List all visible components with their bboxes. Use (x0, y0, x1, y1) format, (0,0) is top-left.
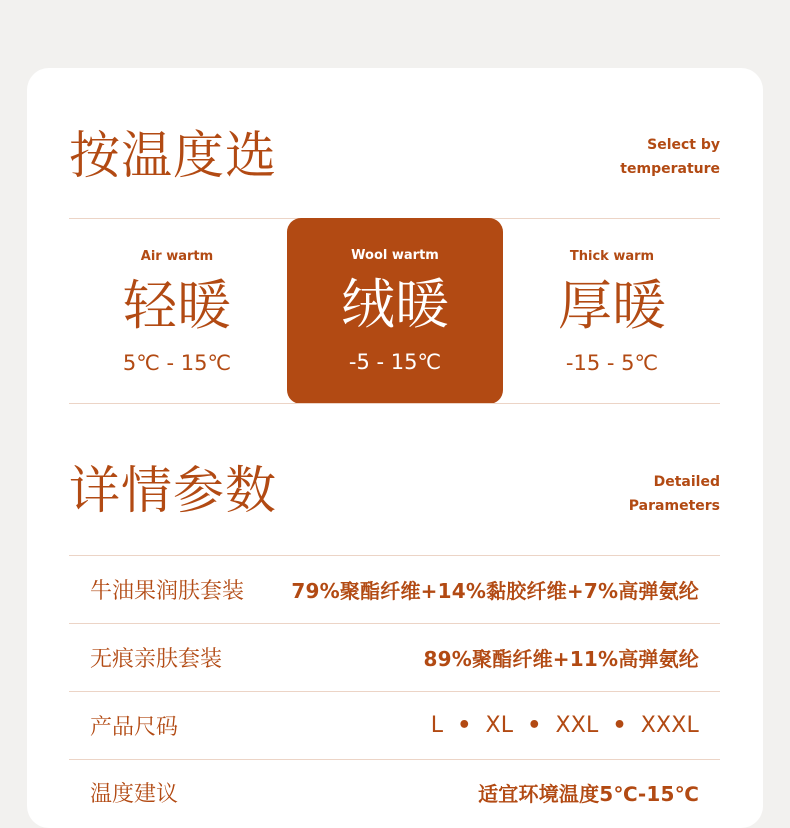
temperature-section-subtitle (620, 133, 720, 181)
params-subtitle-line2: Parameters (628, 498, 720, 514)
divider (69, 403, 720, 404)
param-label: 无痕亲肤套装 (90, 647, 223, 672)
temp-option-air-warm[interactable] (69, 219, 285, 403)
param-value: 适宜环境温度5℃-15℃ (478, 782, 699, 806)
size-separator: • (612, 713, 627, 738)
param-label: 牛油果润肤套装 (90, 579, 245, 604)
param-label: 温度建议 (90, 782, 179, 807)
param-value: 79%聚酯纤维+14%黏胶纤维+7%高弹氨纶 (291, 579, 699, 603)
params-section-title: 详情参数 (69, 462, 278, 521)
temp-option-cn-label: 绒暖 (341, 273, 449, 336)
size-option: L (430, 713, 444, 738)
temp-option-en-label: Wool wartm (351, 248, 439, 263)
size-option: XXXL (640, 713, 699, 738)
temperature-section-title: 按温度选 (69, 127, 278, 186)
size-separator: • (527, 713, 542, 738)
temp-option-range: -15 - 5℃ (565, 351, 659, 375)
size-option: XXL (555, 713, 599, 738)
size-list (431, 713, 699, 738)
temp-option-en-label: Air wartm (140, 249, 214, 264)
temp-option-cn-label: 厚暖 (558, 274, 666, 337)
temp-option-range: -5 - 15℃ (348, 350, 442, 374)
temperature-subtitle-line2: temperature (620, 161, 720, 177)
param-value: 89%聚酯纤维+11%高弹氨纶 (423, 647, 699, 671)
size-option: XL (485, 713, 514, 738)
param-row-seamless-set (69, 624, 720, 691)
params-section-subtitle (629, 470, 720, 518)
temperature-subtitle-line1: Select by (647, 137, 720, 153)
size-separator: • (457, 713, 472, 738)
param-row-temperature (69, 759, 720, 826)
param-row-sizes (69, 692, 720, 759)
temp-option-thick-warm[interactable] (504, 219, 720, 403)
temp-option-range: 5℃ - 15℃ (122, 351, 232, 375)
temp-option-wool-warm[interactable] (287, 218, 503, 404)
params-subtitle-line1: Detailed (653, 474, 720, 490)
temp-option-cn-label: 轻暖 (123, 274, 231, 337)
param-row-avocado-set (69, 556, 720, 623)
temp-option-en-label: Thick warm (569, 249, 655, 264)
temperature-options (69, 219, 720, 403)
param-label: 产品尺码 (90, 715, 179, 740)
